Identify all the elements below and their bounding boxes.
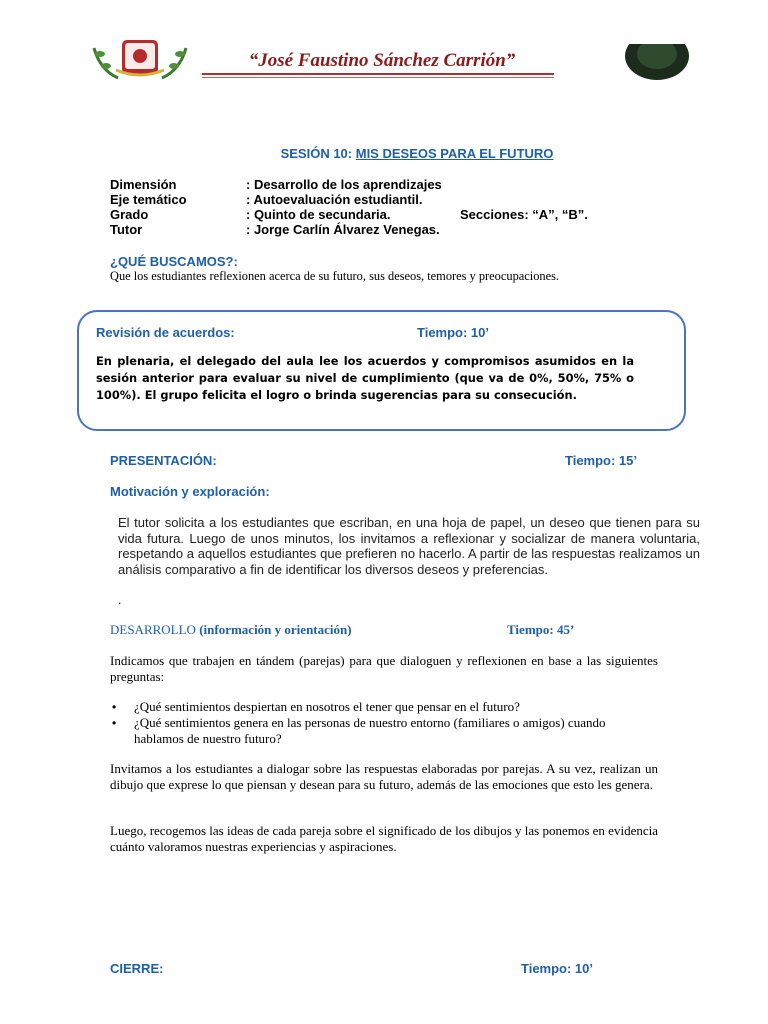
desarrollo-intro: Indicamos que trabajen en tándem (parejas) para que dialoguen y reflexionen en base a las siguientes preguntas: xyxy=(110,653,658,684)
session-prefix: SESIÓN 10: xyxy=(280,146,356,161)
desarrollo-time: Tiempo: 45’ xyxy=(507,622,575,637)
desarrollo-title: DESARROLLO xyxy=(110,622,196,637)
school-name: “José Faustino Sánchez Carrión” xyxy=(248,50,516,71)
trailing-dot: . xyxy=(118,593,122,607)
header-rule xyxy=(202,73,554,75)
meta-value: : Autoevaluación estudiantil. xyxy=(246,192,423,207)
meta-sections: Secciones: “A”, “B”. xyxy=(460,207,588,222)
meta-label: Tutor xyxy=(110,222,143,237)
cierre-heading: CIERRE: xyxy=(110,961,164,976)
meta-label: Grado xyxy=(110,207,149,222)
review-text: En plenaria, el delegado del aula lee los acuerdos y compromisos asumidos en la sesión anterior para evaluar su nivel de cumplimiento (que va de 0%, 50%, 75% o 100%). El grupo felicita el logro o brinda sugerencias para su consecución. xyxy=(96,354,634,402)
meta-value: : Quinto de secundaria. xyxy=(246,207,391,222)
bullet-item: ¿Qué sentimientos despiertan en nosotros el tener que pensar en el futuro? xyxy=(134,699,520,714)
que-buscamos-text: Que los estudiantes reflexionen acerca de su futuro, sus deseos, temores y preocupaciones. xyxy=(110,269,560,283)
cierre-time: Tiempo: 10’ xyxy=(521,961,594,976)
desarrollo-subtitle: (información y orientación) xyxy=(199,622,352,637)
desarrollo-heading xyxy=(110,622,352,638)
desarrollo-paragraph: Luego, recogemos las ideas de cada pareja sobre el significado de los dibujos y las ponemos en evidencia cuánto valoramos nuestras experiencias y aspiraciones. xyxy=(110,823,658,854)
school-crest-logo xyxy=(92,40,188,80)
meta-label: Dimensión xyxy=(110,177,177,192)
motivacion-heading: Motivación y exploración: xyxy=(110,484,270,499)
review-time: Tiempo: 10’ xyxy=(417,325,490,340)
session-name: MIS DESEOS PARA EL FUTURO xyxy=(355,146,554,161)
bullet-dot: • xyxy=(112,716,117,730)
bullet-dot: • xyxy=(112,700,117,714)
meta-label: Eje temático xyxy=(110,192,187,207)
motivacion-text: El tutor solicita a los estudiantes que escriban, en una hoja de papel, un deseo que tienen para su vida futura. Luego de unos minutos, los invitamos a reflexionar y socializar de manera voluntaria, respetando a aquellos estudiantes que prefieren no hacerlo. A partir de las respuestas realizamos un análisis comparativo a fin de identificar los diversos deseos y preferencias. xyxy=(118,515,700,577)
presentacion-time: Tiempo: 15’ xyxy=(565,453,638,468)
header-rule-thin xyxy=(202,77,554,78)
review-heading: Revisión de acuerdos: xyxy=(96,325,235,340)
presentacion-heading: PRESENTACIÓN: xyxy=(110,453,217,468)
emblem-logo xyxy=(620,44,694,80)
bullet-item: ¿Qué sentimientos genera en las personas de nuestro entorno (familiares o amigos) cuando hablamos de nuestro futuro? xyxy=(134,715,606,746)
desarrollo-paragraph: Invitamos a los estudiantes a dialogar sobre las respuestas elaboradas por parejas. A su vez, realizan un dibujo que exprese lo que piensan y desean para su futuro, además de las emociones que esto les genera. xyxy=(110,761,658,792)
meta-value: : Desarrollo de los aprendizajes xyxy=(246,177,442,192)
meta-value: : Jorge Carlín Álvarez Venegas. xyxy=(246,222,440,237)
que-buscamos-heading: ¿QUÉ BUSCAMOS?: xyxy=(110,254,238,269)
session-title xyxy=(0,146,768,161)
